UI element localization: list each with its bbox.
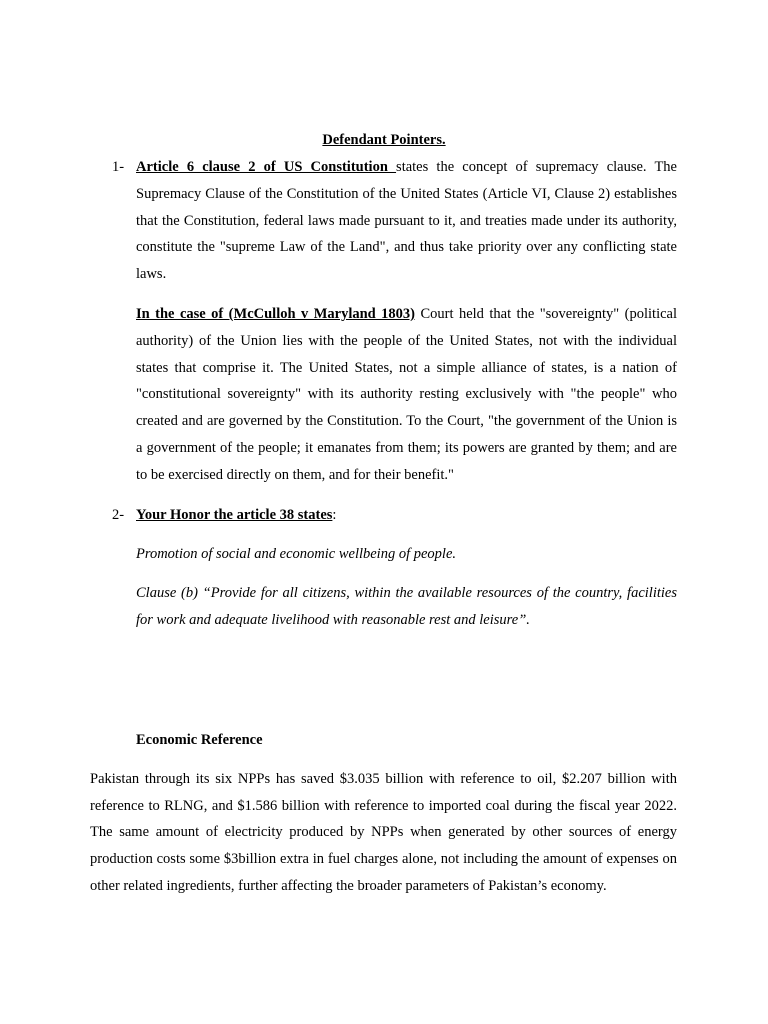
point-2-paragraph: [136, 502, 677, 529]
article-quote-1: Promotion of social and economic wellbeing of people.: [136, 546, 457, 562]
point-2-heading: Your Honor the article 38 states: [136, 507, 333, 523]
point-1-paragraph: [136, 154, 677, 288]
point-1-number: 1-: [112, 159, 125, 175]
case-paragraph: [136, 301, 677, 489]
point-2-number: 2-: [112, 507, 125, 523]
point-1-heading: Article 6 clause 2 of US Constitution: [136, 159, 397, 175]
point-1-text: states the concept of supremacy clause. The Supremacy Clause of the Constitution of the United States (Article VI, Clause 2) establishes that the Constitution, federal laws made pursuant to it, and treaties made under its authority, constitute the "supreme Law of the Land", and thus take priority over any conflicting state laws.: [136, 159, 677, 283]
article-quote-2: Clause (b) “Provide for all citizens, within the available resources of the country, facilities for work and adequate livelihood with reasonable rest and leisure”.: [136, 585, 677, 628]
case-text: Court held that the "sovereignty" (political authority) of the Union lies with the people of the United States, not with the individual states that comprise it. The United States, not a simple alliance of states, is a nation of "constitutional sovereignty" with its authority resting exclusively with "the people" who created and are governed by the Constitution. To the Court, "the government of the Union is a government of the people; it emanates from them; its powers are granted by them; and are to be exercised directly on them, and for their benefit.": [136, 306, 678, 483]
case-heading: In the case of (McCulloh v Maryland 1803): [136, 306, 416, 322]
point-2-colon: :: [332, 507, 337, 523]
economic-paragraph: Pakistan through its six NPPs has saved $3.035 billion with reference to oil, $2.207 billion with reference to RLNG, and $1.586 billion with reference to imported coal during the fiscal year 2022. The same amount of electricity produced by NPPs when generated by other sources of energy production costs some $3billion extra in fuel charges alone, not including the amount of expenses on other related ingredients, further affecting the broader parameters of Pakistan’s economy.: [90, 771, 677, 894]
document-title: Defendant Pointers.: [322, 132, 446, 148]
economic-heading: Economic Reference: [136, 732, 263, 748]
